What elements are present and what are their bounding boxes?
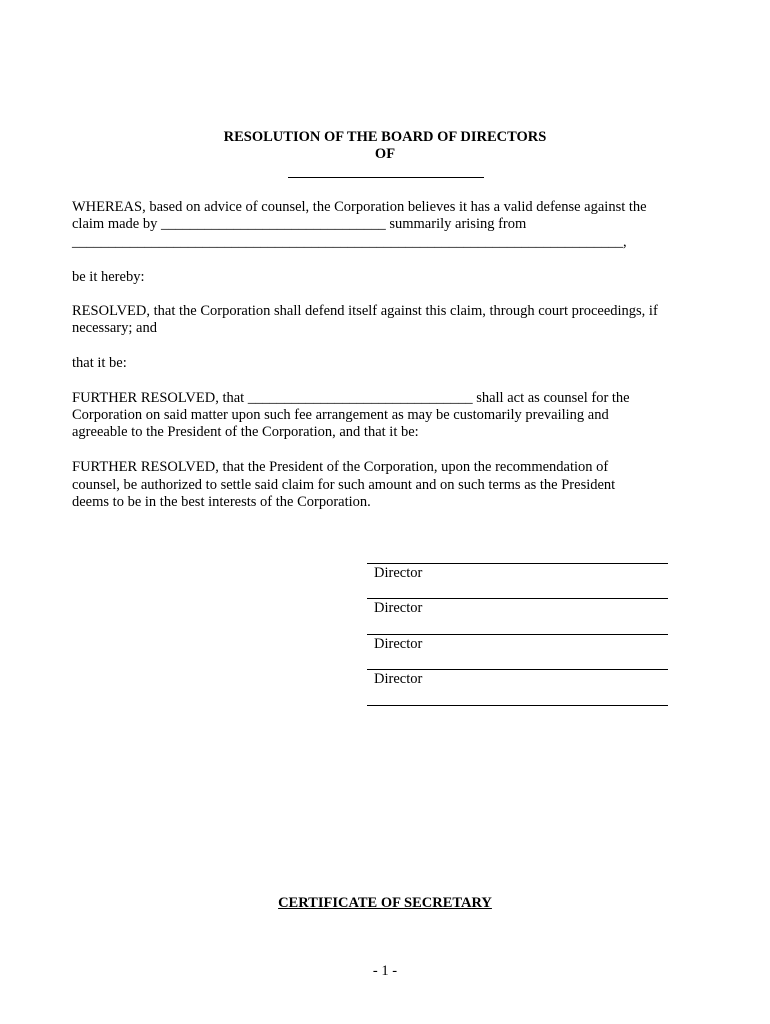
resolution-title: RESOLUTION OF THE BOARD OF DIRECTORS — [223, 129, 547, 145]
corporation-name-blank — [288, 177, 484, 178]
further-resolved-1-line-1: FURTHER RESOLVED, that _______________________________ shall act as counsel for the — [72, 390, 630, 406]
signature-line — [367, 705, 668, 706]
whereas-line-2: claim made by _______________________________ summarily arising from — [72, 216, 527, 232]
resolved-line-1: RESOLVED, that the Corporation shall defend itself against this claim, through court proceedings, if — [72, 303, 658, 319]
page-number: - 1 - — [372, 963, 398, 979]
certificate-heading: CERTIFICATE OF SECRETARY — [278, 895, 492, 911]
be-it-hereby: be it hereby: — [72, 269, 145, 285]
whereas-line-3: ____________________________________________________________________________, — [72, 234, 627, 250]
further-resolved-2-line-1: FURTHER RESOLVED, that the President of the Corporation, upon the recommendation of — [72, 459, 609, 475]
director-label: Director — [374, 600, 423, 616]
resolved-line-2: necessary; and — [72, 320, 157, 336]
whereas-line-1: WHEREAS, based on advice of counsel, the Corporation believes it has a valid defense against the — [72, 199, 647, 215]
director-label: Director — [374, 565, 423, 581]
director-label: Director — [374, 636, 423, 652]
signature-line — [367, 634, 668, 635]
further-resolved-2-line-2: counsel, be authorized to settle said claim for such amount and on such terms as the President — [72, 477, 616, 493]
further-resolved-1-line-3: agreeable to the President of the Corporation, and that it be: — [72, 424, 419, 440]
signature-line — [367, 563, 668, 564]
signature-line — [367, 669, 668, 670]
further-resolved-2-line-3: deems to be in the best interests of the Corporation. — [72, 494, 371, 510]
further-resolved-1-line-2: Corporation on said matter upon such fee arrangement as may be customarily prevailing and — [72, 407, 609, 423]
director-label: Director — [374, 671, 423, 687]
resolution-title-of: OF — [374, 146, 396, 162]
signature-line — [367, 598, 668, 599]
that-it-be: that it be: — [72, 355, 127, 371]
